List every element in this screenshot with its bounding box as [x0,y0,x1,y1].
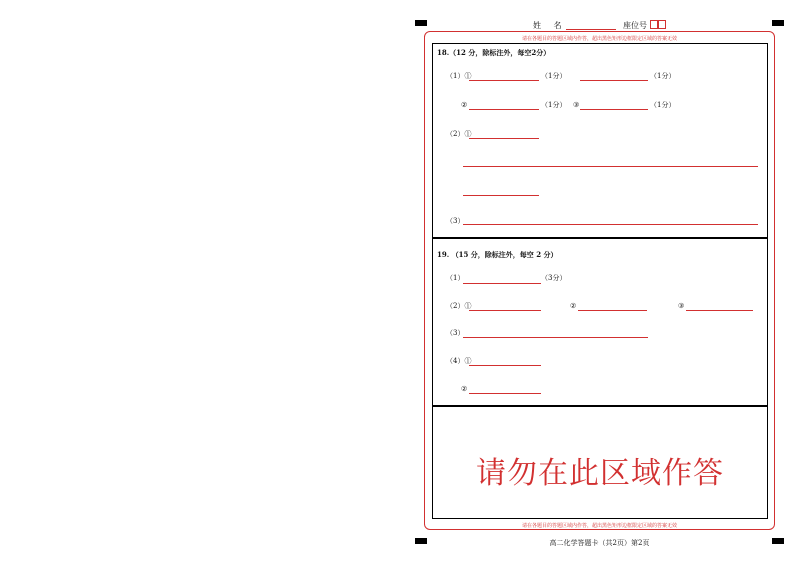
q19-2-1-answer-line[interactable] [469,310,541,311]
q19-3-answer-line[interactable] [463,337,648,338]
q18-part1-2-label: ② [461,101,468,109]
q19-part4-label: （4）① [446,357,472,365]
bottom-notice: 请在各题目的答题区域内作答，超出黑色矩形边框限定区域的答案无效 [521,523,677,529]
q18-1-3-score: （1分） [650,101,676,109]
question-18-box [432,43,768,238]
q18-3-answer-line[interactable] [463,224,758,225]
q19-part2-3-label: ③ [678,302,685,310]
q18-1-1-score: （1分） [541,72,567,80]
q18-part1-3-label: ③ [573,101,580,109]
q19-title: 19. （15 分，除标注外，每空 2 分） [437,250,558,259]
q19-part1-label: （1） [446,274,465,282]
q18-2-1-answer-line[interactable] [469,138,539,139]
page-footer: 高二化学答题卡（共2页）第2页 [549,539,650,547]
q19-4-1-answer-line[interactable] [469,365,541,366]
q18-1-1-answer-line[interactable] [469,80,539,81]
seat-number-box-1[interactable] [650,20,658,29]
q19-1-score: （3分） [541,274,567,282]
no-answer-zone-text: 请勿在此区域作答 [476,456,724,491]
q19-4-2-answer-line[interactable] [469,393,541,394]
q19-1-answer-line[interactable] [463,283,541,284]
name-label: 姓 名 [533,21,562,30]
seat-number-label: 座位号 [623,21,647,30]
q18-1-1b-score: （1分） [650,72,676,80]
q18-2-2-answer-line[interactable] [463,166,758,167]
q18-1-1b-answer-line[interactable] [580,80,648,81]
q18-1-3-answer-line[interactable] [580,109,648,110]
question-19-box [432,238,768,406]
q19-part4-2-label: ② [461,385,468,393]
q18-1-2-answer-line[interactable] [469,109,539,110]
name-input-line[interactable] [566,29,616,30]
registration-marker-top-left [415,20,427,26]
q18-2-3-answer-line[interactable] [463,195,539,196]
seat-number-box-2[interactable] [658,20,666,29]
q19-2-3-answer-line[interactable] [686,310,753,311]
registration-marker-top-right [772,20,784,26]
q19-part2-2-label: ② [570,302,577,310]
top-notice: 请在各题目的答题区域内作答，超出黑色矩形边框限定区域的答案无效 [521,36,677,42]
q19-2-2-answer-line[interactable] [578,310,647,311]
q19-part3-label: （3） [446,329,465,337]
q18-part1-label: （1）① [446,72,472,80]
q18-part2-label: （2）① [446,130,472,138]
q19-part2-label: （2）① [446,302,472,310]
q18-title: 18.（12 分，除标注外，每空2分） [437,48,551,57]
q18-part3-label: （3） [446,217,465,225]
q18-1-2-score: （1分） [541,101,567,109]
